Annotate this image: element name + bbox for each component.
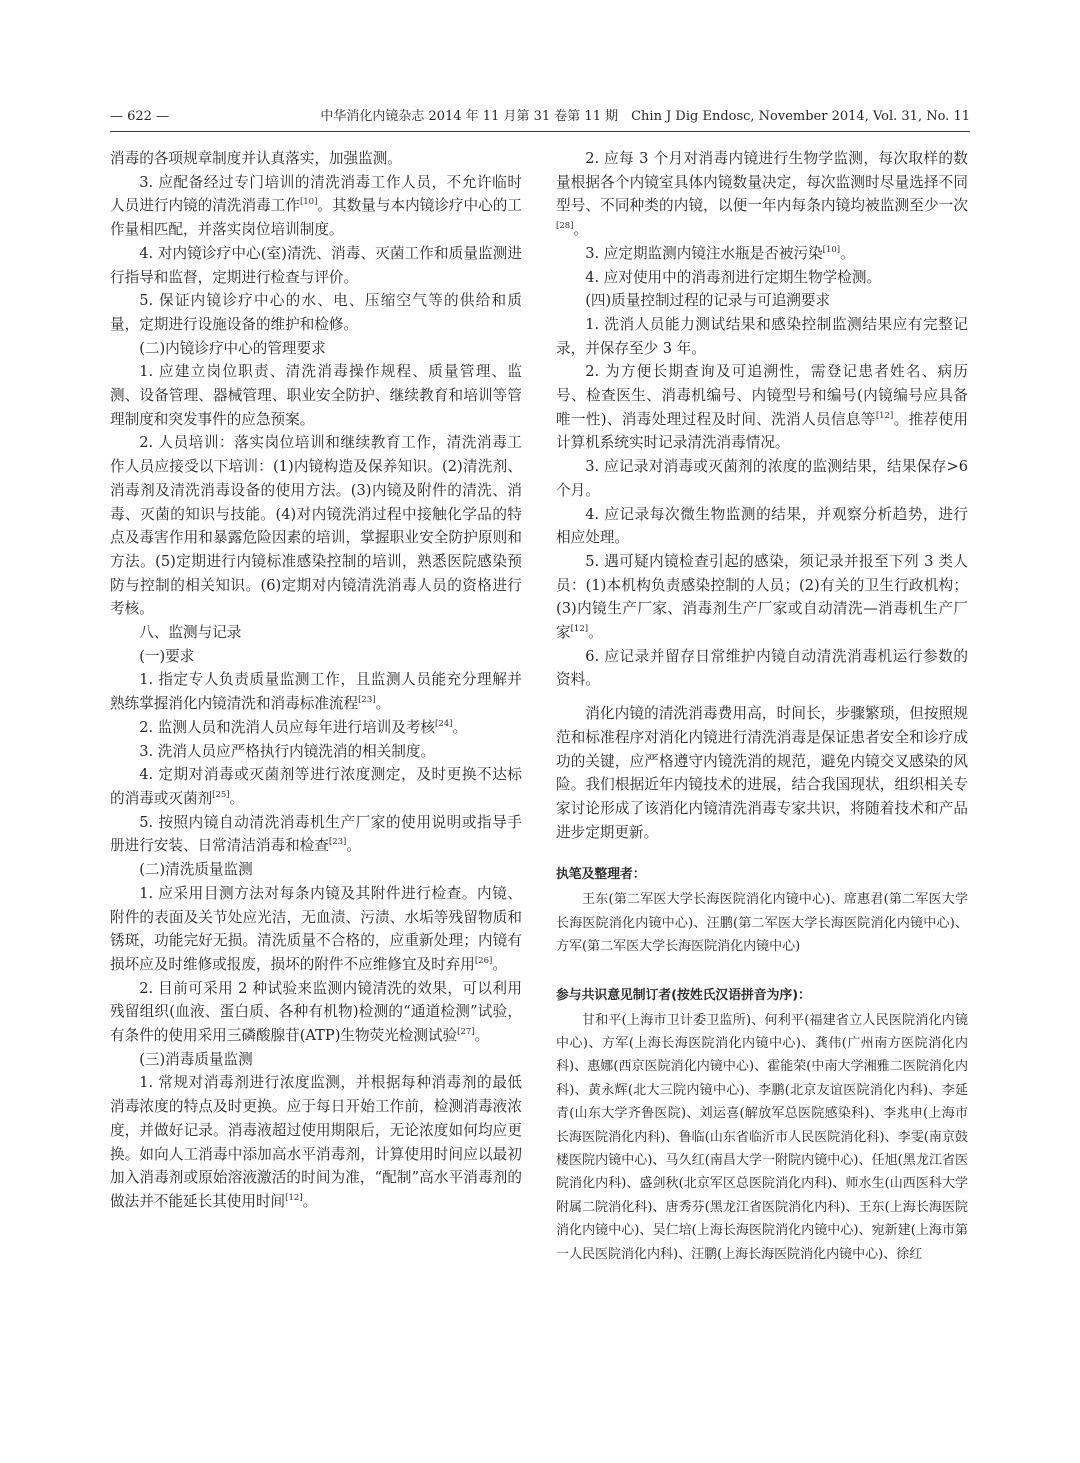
paragraph: 2. 目前可采用 2 种试验来监测内镜清洗的效果，可以利用残留组织(血液、蛋白质、各种有机物)检测的“通道检测”试验，有条件的使用采用三磷酸腺苷(ATP)生物荧光检测试验[27]。 (110, 979, 522, 1045)
paragraph: 1. 指定专人负责质量监测工作，且监测人员能充分理解并熟练掌握消化内镜清洗和消毒标准流程[23]。 (110, 671, 522, 713)
paragraph: 3. 洗消人员应严格执行内镜洗消的相关制度。 (139, 742, 436, 760)
citation: [12] (285, 1192, 303, 1203)
contributors-label: 参与共识意见制订者(按姓氏汉语拼音为序)： (556, 987, 811, 1003)
section-heading: 八、监测与记录 (139, 624, 242, 642)
paragraph: 5. 遇可疑内镜检查引起的感染，须记录并报至下列 3 类人员：(1)本机构负责感染控制的人员；(2)有关的卫生行政机构；(3)内镜生产厂家、消毒剂生产厂家或自动清洗—消毒机生产厂家[12]。 (556, 552, 968, 642)
page-number: — 622 — (110, 109, 170, 124)
subsection-heading: (二)内镜诊疗中心的管理要求 (139, 339, 326, 357)
paragraph: 2. 监测人员和洗消人员应每年进行培训及考核[24]。 (139, 718, 468, 736)
citation: [27] (457, 1027, 475, 1038)
running-header (110, 105, 970, 132)
paragraph: 2. 为方便长期查询及可追溯性，需登记患者姓名、病历号、检查医生、消毒机编号、内镜型号和编号(内镜编号应具备唯一性)、消毒处理过程及时间、洗消人员信息等[12]。推荐使用计算机系统实时记录清洗消毒情况。 (556, 363, 968, 452)
left-column (110, 147, 522, 1214)
paragraph: 4. 定期对消毒或灭菌剂等进行浓度测定，及时更换不达标的消毒或灭菌剂[25]。 (110, 766, 522, 807)
journal-citation: 中华消化内镜杂志 2014 年 11 月第 31 卷第 11 期 Chin J Dig Endosc, November 2014, Vol. 31, No. 11 (320, 109, 970, 124)
paragraph: 5. 保证内镜诊疗中心的水、电、压缩空气等的供给和质量，定期进行设施设备的维护和检修。 (110, 292, 522, 333)
citation: [26] (474, 955, 493, 966)
paragraph: 3. 应配备经过专门培训的清洗消毒工作人员，不允许临时人员进行内镜的清洗消毒工作[10]。其数量与本内镜诊疗中心的工作量相匹配，并落实岗位培训制度。 (110, 173, 522, 239)
paragraph: 4. 应记录每次微生物监测的结果，并观察分析趋势，进行相应处理。 (556, 505, 968, 547)
citation: [28] (556, 221, 574, 232)
paragraph: 3. 应定期监测内镜注水瓶是否被污染[10]。 (585, 244, 855, 262)
citation: [10] (299, 197, 318, 208)
citation: [24] (435, 718, 453, 729)
citation: [12] (570, 624, 589, 635)
paragraph: 4. 对内镜诊疗中心(室)清洗、消毒、灭菌工作和质量监测进行指导和监督，定期进行检查与评价。 (110, 244, 522, 286)
citation: [12] (875, 410, 894, 421)
subsection-heading: (一)要求 (139, 647, 195, 665)
paragraph: 1. 洗消人员能力测试结果和感染控制监测结果应有完整记录，并保存至少 3 年。 (556, 315, 968, 357)
authors-list: 王东(第二军医大学长海医院消化内镜中心)、席惠君(第二军医大学长海医院消化内镜中心)、汪鹏(第二军医大学长海医院消化内镜中心)、方军(第二军医大学长海医院消化内镜中心) (556, 892, 968, 955)
citation: [23] (358, 695, 376, 706)
authors-label: 执笔及整理者： (556, 867, 646, 883)
subsection-heading: (四)质量控制过程的记录与可追溯要求 (585, 292, 831, 310)
citation: [23] (328, 837, 347, 848)
subsection-heading: (三)消毒质量监测 (139, 1050, 253, 1068)
conclusion-paragraph: 消化内镜的清洗消毒费用高，时间长，步骤繁琐，但按照规范和标准程序对消化内镜进行清洗消毒是保证患者安全和诊疗成功的关键，应严格遵守内镜洗消的规范，避免内镜交叉感染的风险。我们根据近年内镜技术的进展，结合我国现状，组织相关专家讨论形成了该消化内镜清洗消毒专家共识，将随着技术和产品进步定期更新。 (556, 705, 968, 841)
citation: [25] (212, 789, 230, 800)
subsection-heading: (二)清洗质量监测 (139, 861, 253, 879)
right-column (556, 147, 968, 1266)
paragraph: 6. 应记录并留存日常维护内镜自动清洗消毒机运行参数的资料。 (556, 647, 968, 689)
paragraph: 2. 人员培训：落实岗位培训和继续教育工作，清洗消毒工作人员应接受以下培训：(1)内镜构造及保养知识。(2)清洗剂、消毒剂及清洗消毒设备的使用方法。(3)内镜及附件的清洗、消毒、灭菌的知识与技能。(4)对内镜洗消过程中接触化学品的特点及毒害作用和暴露危险因素的培训，掌握职业安全防护原则和方法。(5)定期进行内镜标准感染控制的培训，熟悉医院感染预防与控制的相关知识。(6)定期对内镜清洗消毒人员的资格进行考核。 (110, 434, 522, 618)
paragraph: 1. 应采用目测方法对每条内镜及其附件进行检查。内镜、附件的表面及关节处应光洁，无血渍、污渍、水垢等残留物质和锈斑，功能完好无损。清洗质量不合格的，应重新处理；内镜有损坏应及时维修或报废，损坏的附件不应维修宜及时弃用[26]。 (110, 884, 522, 973)
paragraph: 4. 应对使用中的消毒剂进行定期生物学检测。 (585, 268, 882, 286)
paragraph: 3. 应记录对消毒或灭菌剂的浓度的监测结果，结果保存>6 个月。 (556, 458, 968, 499)
contributors-list: 甘和平(上海市卫计委卫监所)、何利平(福建省立人民医院消化内镜中心)、方军(上海长海医院消化内镜中心)、龚伟(广州南方医院消化内科)、惠娜(西京医院消化内镜中心)、霍能荣(中南大学湘雅二医院消化内科)、黄永辉(北大三院内镜中心)、李鹏(北京友谊医院消化内科)、李延青(山东大学齐鲁医院)、刘运喜(解放军总医院感染科)、李兆申(上海市长海医院消化内科)、鲁临(山东省临沂市人民医院消化科)、李雯(南京鼓楼医院内镜中心)、马久红(南昌大学一附院内镜中心)、任旭(黑龙江省医院消化内科)、盛剑秋(北京军区总医院消化内科)、师水生(山西医科大学附属二院消化科)、唐秀芬(黑龙江省医院消化内科)、王东(上海长海医院消化内镜中心)、吴仁培(上海长海医院消化内镜中心)、宛新建(上海市第一人民医院消化内科)、汪鹏(上海长海医院消化内镜中心)、徐红 (556, 1012, 968, 1262)
paragraph: 1. 常规对消毒剂进行浓度监测，并根据每种消毒剂的最低消毒浓度的特点及时更换。应于每日开始工作前，检测消毒液浓度，并做好记录。消毒液超过使用期限后，无论浓度如何均应更换。如向人工消毒中添加高水平消毒剂，计算使用时间应以最初加入消毒剂或原始溶液激活的时间为准，“配制”高水平消毒剂的做法并不能延长其使用时间[12]。 (110, 1074, 522, 1210)
citation: [10] (822, 244, 841, 255)
paragraph: 2. 应每 3 个月对消毒内镜进行生物学监测，每次取样的数量根据各个内镜室具体内镜数量决定，每次监测时尽量选择不同型号、不同种类的内镜，以便一年内每条内镜均被监测至少一次[28]。 (556, 150, 968, 239)
paragraph: 消毒的各项规章制度并认真落实，加强监测。 (110, 150, 402, 167)
paragraph: 1. 应建立岗位职责、清洗消毒操作规程、质量管理、监测、设备管理、器械管理、职业安全防护、继续教育和培训等管理制度和突发事件的应急预案。 (110, 363, 522, 428)
paragraph: 5. 按照内镜自动清洗消毒机生产厂家的使用说明或指导手册进行安装、日常清洁消毒和检查[23]。 (110, 813, 522, 855)
